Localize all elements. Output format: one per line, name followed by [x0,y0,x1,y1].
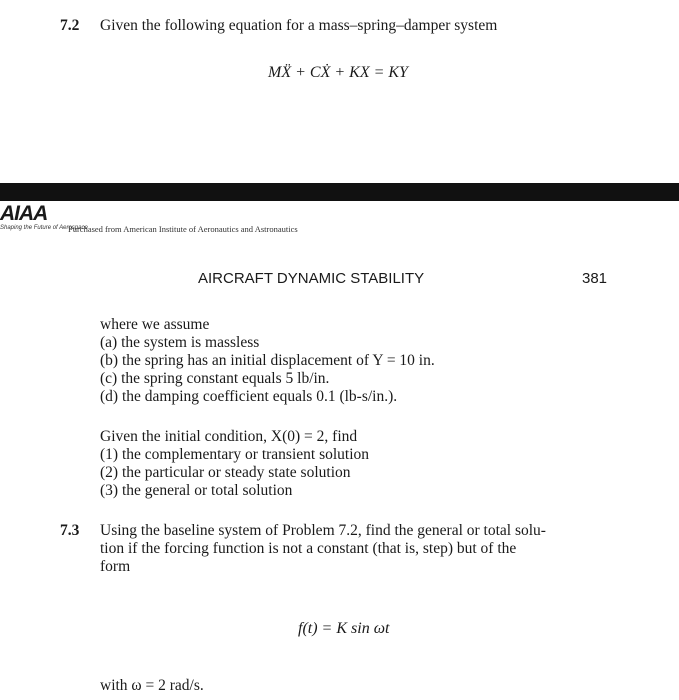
assumption-item: (d) the damping coefficient equals 0.1 (lb-s/in.). [100,388,398,405]
purchased-notice: Purchased from American Institute of Aeronautics and Astronautics [68,224,298,234]
aiaa-logo: AIAA [0,202,48,225]
page-number: 381 [582,270,608,287]
problem-7-3-line: form [100,558,131,575]
initial-condition-block [100,428,620,500]
problem-7-2-number: 7.2 [60,17,80,34]
problem-7-3-text [100,522,620,576]
page-divider-bar [0,183,679,201]
assumptions-block [100,316,620,406]
task-item: (1) the complementary or transient solution [100,446,370,463]
assumption-item: (c) the spring constant equals 5 lb/in. [100,370,330,387]
problem-7-3-line: Using the baseline system of Problem 7.2, find the general or total solu- [100,522,546,539]
task-item: (2) the particular or steady state solution [100,464,351,481]
forcing-function-equation: f(t) = K sin ωt [298,620,390,637]
running-header-title: AIRCRAFT DYNAMIC STABILITY [198,270,425,287]
initial-condition-lead: Given the initial condition, X(0) = 2, find [100,428,358,445]
problem-7-2-intro: Given the following equation for a mass–spring–damper system [100,17,498,34]
problem-7-3-line: tion if the forcing function is not a constant (that is, step) but of the [100,540,517,557]
aiaa-logo-tagline: Shaping the Future of Aerospace [0,225,88,231]
task-item: (3) the general or total solution [100,482,293,499]
assumption-item: (b) the spring has an initial displacement of Y = 10 in. [100,352,435,369]
problem-7-3-number: 7.3 [60,522,80,539]
omega-value: with ω = 2 rad/s. [100,677,204,694]
assumptions-lead: where we assume [100,316,210,333]
mass-spring-damper-equation: MẌ + CẊ + KX = KY [268,64,408,81]
assumption-item: (a) the system is massless [100,334,260,351]
